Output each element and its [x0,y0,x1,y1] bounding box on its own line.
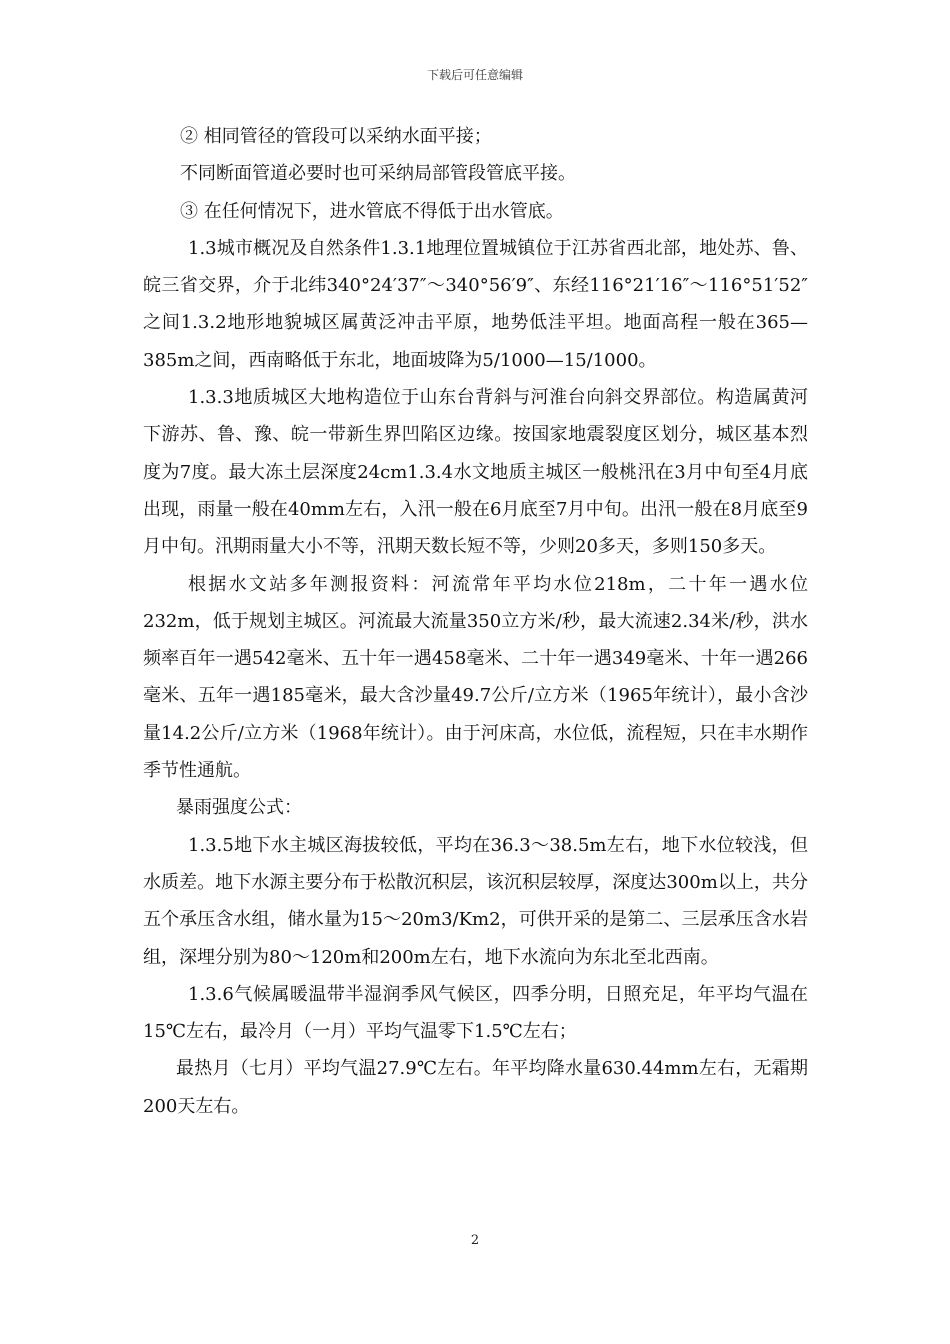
page-number: 2 [470,1233,480,1248]
paragraph-pipe-bottom: 不同断面管道必要时也可采纳局部管段管底平接。 [180,163,576,185]
paragraph-hottest-month: 最热月（七月）平均气温27.9℃左右。年平均降水量630.44mm左右，无霜期200天左右。 [143,1058,808,1117]
paragraph-rainstorm-formula: 暴雨强度公式： [176,797,302,819]
page-header: 下载后可任意编辑 [426,68,523,82]
paragraph-pipe-water-level: ② 相同管径的管段可以采纳水面平接； [180,126,492,147]
paragraph-geology: 1.3.3地质城区大地构造位于山东台背斜与河淮台向斜交界部位。构造属黄河下游苏、鲁、豫、皖一带新生界凹陷区边缘。按国家地震裂度区划分，城区基本烈度为7度。最大冻土层深度24cm1.3.4水文地质主城区一般桃汛在3月中旬至4月底出现，雨量一般在40mm左右，入汛一般在6月底至7月中旬。出汛一般在8月底至9月中旬。汛期雨量大小不等，汛期天数长短不等，少则20多天，多则150多天。 [143,387,808,558]
paragraph-inlet-outlet: ③ 在任何情况下，进水管底不得低于出水管底。 [180,200,564,222]
paragraph-climate: 1.3.6气候属暖温带半湿润季风气候区，四季分明，日照充足，年平均气温在15℃左右，最冷月（一月）平均气温零下1.5℃左右； [143,983,808,1043]
document-body [143,118,808,1125]
paragraph-city-overview: 1.3城市概况及自然条件1.3.1地理位置城镇位于江苏省西北部，地处苏、鲁、皖三省交界，介于北纬340°24′37″～340°56′9″、东经116°21′16″～116°51′52″之间1.3.2地形地貌城区属黄泛冲击平原，地势低洼平坦。地面高程一般在365—385m之间，西南略低于东北，地面坡降为5/1000—15/1000。 [143,237,808,371]
paragraph-groundwater: 1.3.5地下水主城区海拔较低，平均在36.3～38.5m左右，地下水位较浅，但水质差。地下水源主要分布于松散沉积层，该沉积层较厚，深度达300m以上，共分五个承压含水组，储水量为15～20m3/Km2，可供开采的是第二、三层承压含水岩组，深埋分别为80～120m和200m左右，地下水流向为东北至北西南。 [143,834,808,968]
paragraph-hydrology: 根据水文站多年测报资料：河流常年平均水位218m，二十年一遇水位232m，低于规划主城区。河流最大流量350立方米/秒，最大流速2.34米/秒，洪水频率百年一遇542毫米、五十年一遇458毫米、二十年一遇349毫米、十年一遇266毫米、五年一遇185毫米，最大含沙量49.7公斤/立方米（1965年统计），最小含沙量14.2公斤/立方米（1968年统计）。由于河床高，水位低，流程短，只在丰水期作季节性通航。 [143,573,808,782]
